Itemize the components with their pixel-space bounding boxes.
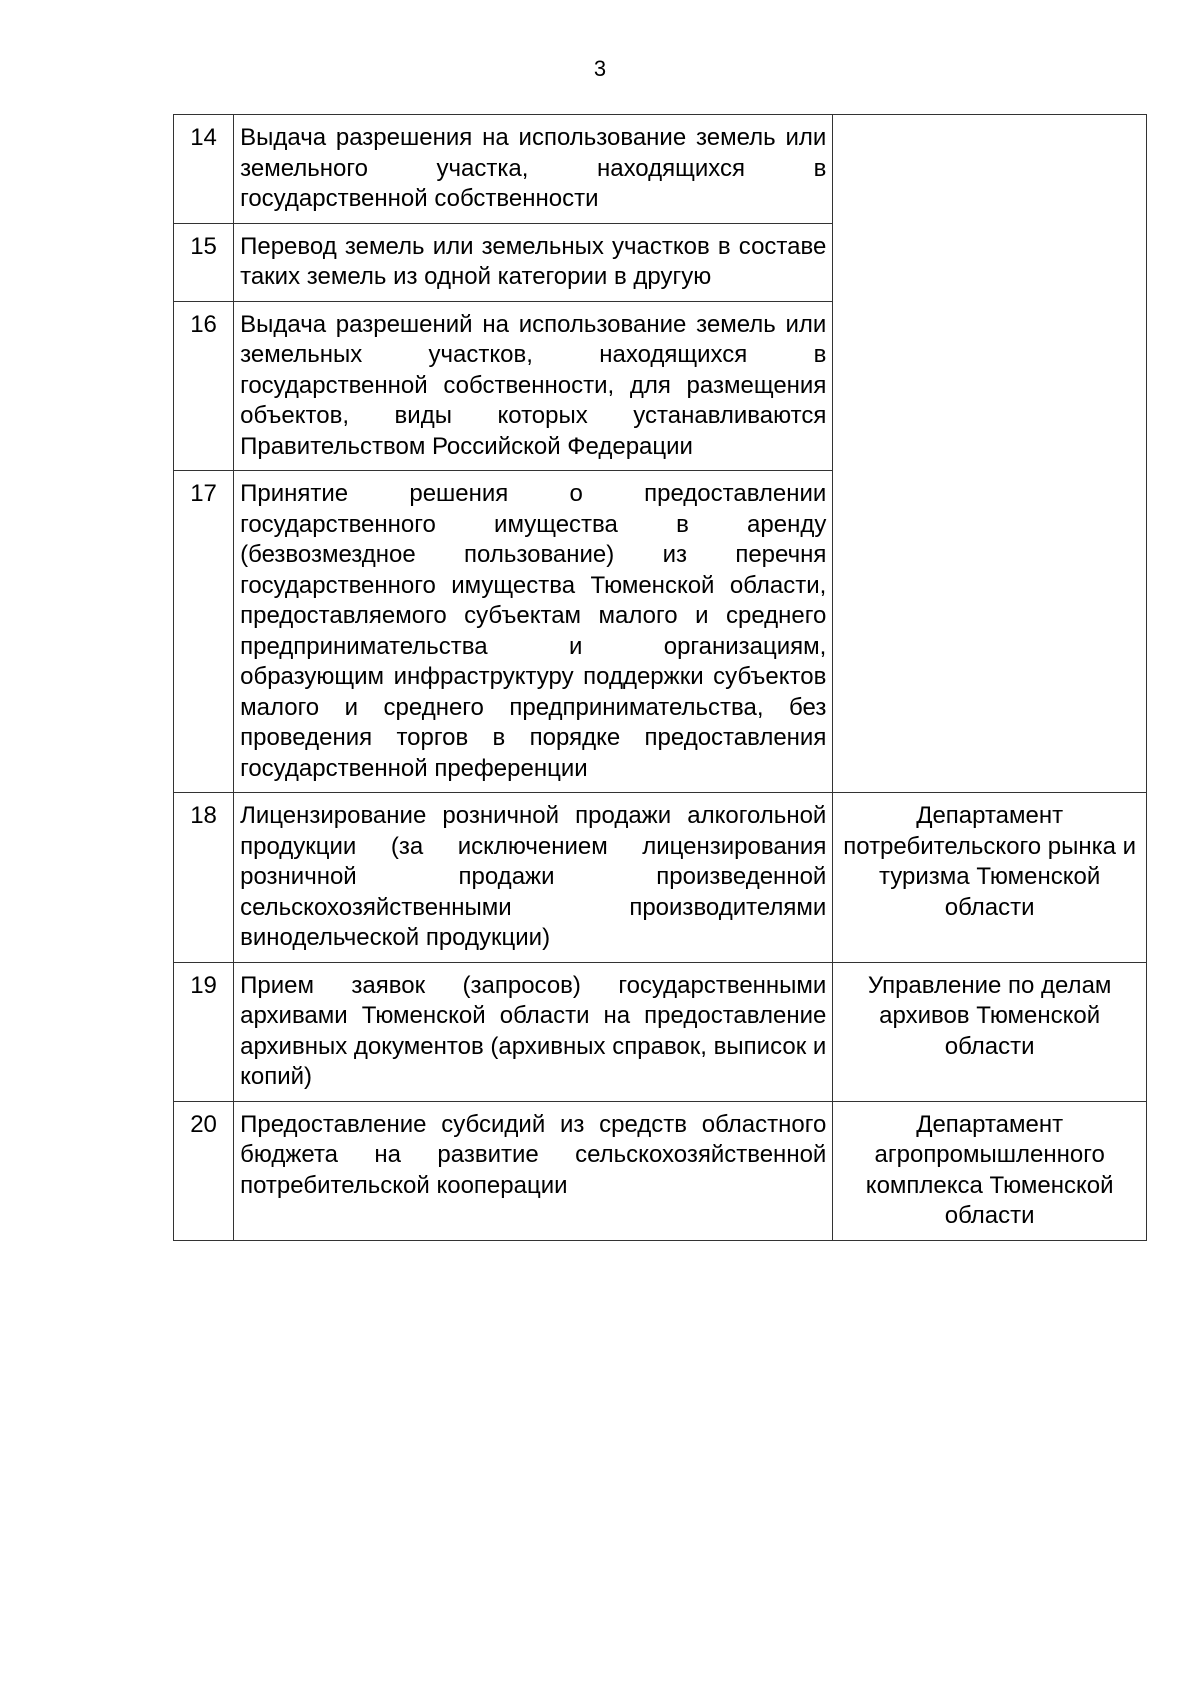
row-number: 14 xyxy=(174,115,234,224)
page-number: 3 xyxy=(593,56,607,81)
row-number: 20 xyxy=(174,1101,234,1240)
row-number: 17 xyxy=(174,471,234,793)
table-row xyxy=(174,115,1147,224)
table-row xyxy=(174,1101,1147,1240)
table-row xyxy=(174,793,1147,963)
service-name: Выдача разрешения на использование земель или земельного участка, находящихся в государственной собственности xyxy=(234,115,833,224)
department-cell: Управление по делам архивов Тюменской области xyxy=(833,962,1147,1101)
department-cell: Департамент потребительского рынка и туризма Тюменской области xyxy=(833,793,1147,963)
service-name: Лицензирование розничной продажи алкогольной продукции (за исключением лицензирования розничной продажи произведенной сельскохозяйственными производителями винодельческой продукции) xyxy=(234,793,833,963)
service-name: Перевод земель или земельных участков в составе таких земель из одной категории в другую xyxy=(234,223,833,301)
services-table xyxy=(173,114,1147,1241)
service-name: Выдача разрешений на использование земель или земельных участков, находящихся в государственной собственности, для размещения объектов, виды которых устанавливаются Правительством Российской Федерации xyxy=(234,301,833,471)
department-cell: Департамент агропромышленного комплекса Тюменской области xyxy=(833,1101,1147,1240)
row-number: 18 xyxy=(174,793,234,963)
row-number: 16 xyxy=(174,301,234,471)
service-name: Предоставление субсидий из средств областного бюджета на развитие сельскохозяйственной потребительской кооперации xyxy=(234,1101,833,1240)
row-number: 19 xyxy=(174,962,234,1101)
row-number: 15 xyxy=(174,223,234,301)
department-cell xyxy=(833,115,1147,793)
table-row xyxy=(174,962,1147,1101)
service-name: Принятие решения о предоставлении государственного имущества в аренду (безвозмездное пользование) из перечня государственного имущества Тюменской области, предоставляемого субъектам малого и среднего предпринимательства и организациям, образующим инфраструктуру поддержки субъектов малого и среднего предпринимательства, без проведения торгов в порядке предоставления государственной преференции xyxy=(234,471,833,793)
service-name: Прием заявок (запросов) государственными архивами Тюменской области на предоставление архивных документов (архивных справок, выписок и копий) xyxy=(234,962,833,1101)
